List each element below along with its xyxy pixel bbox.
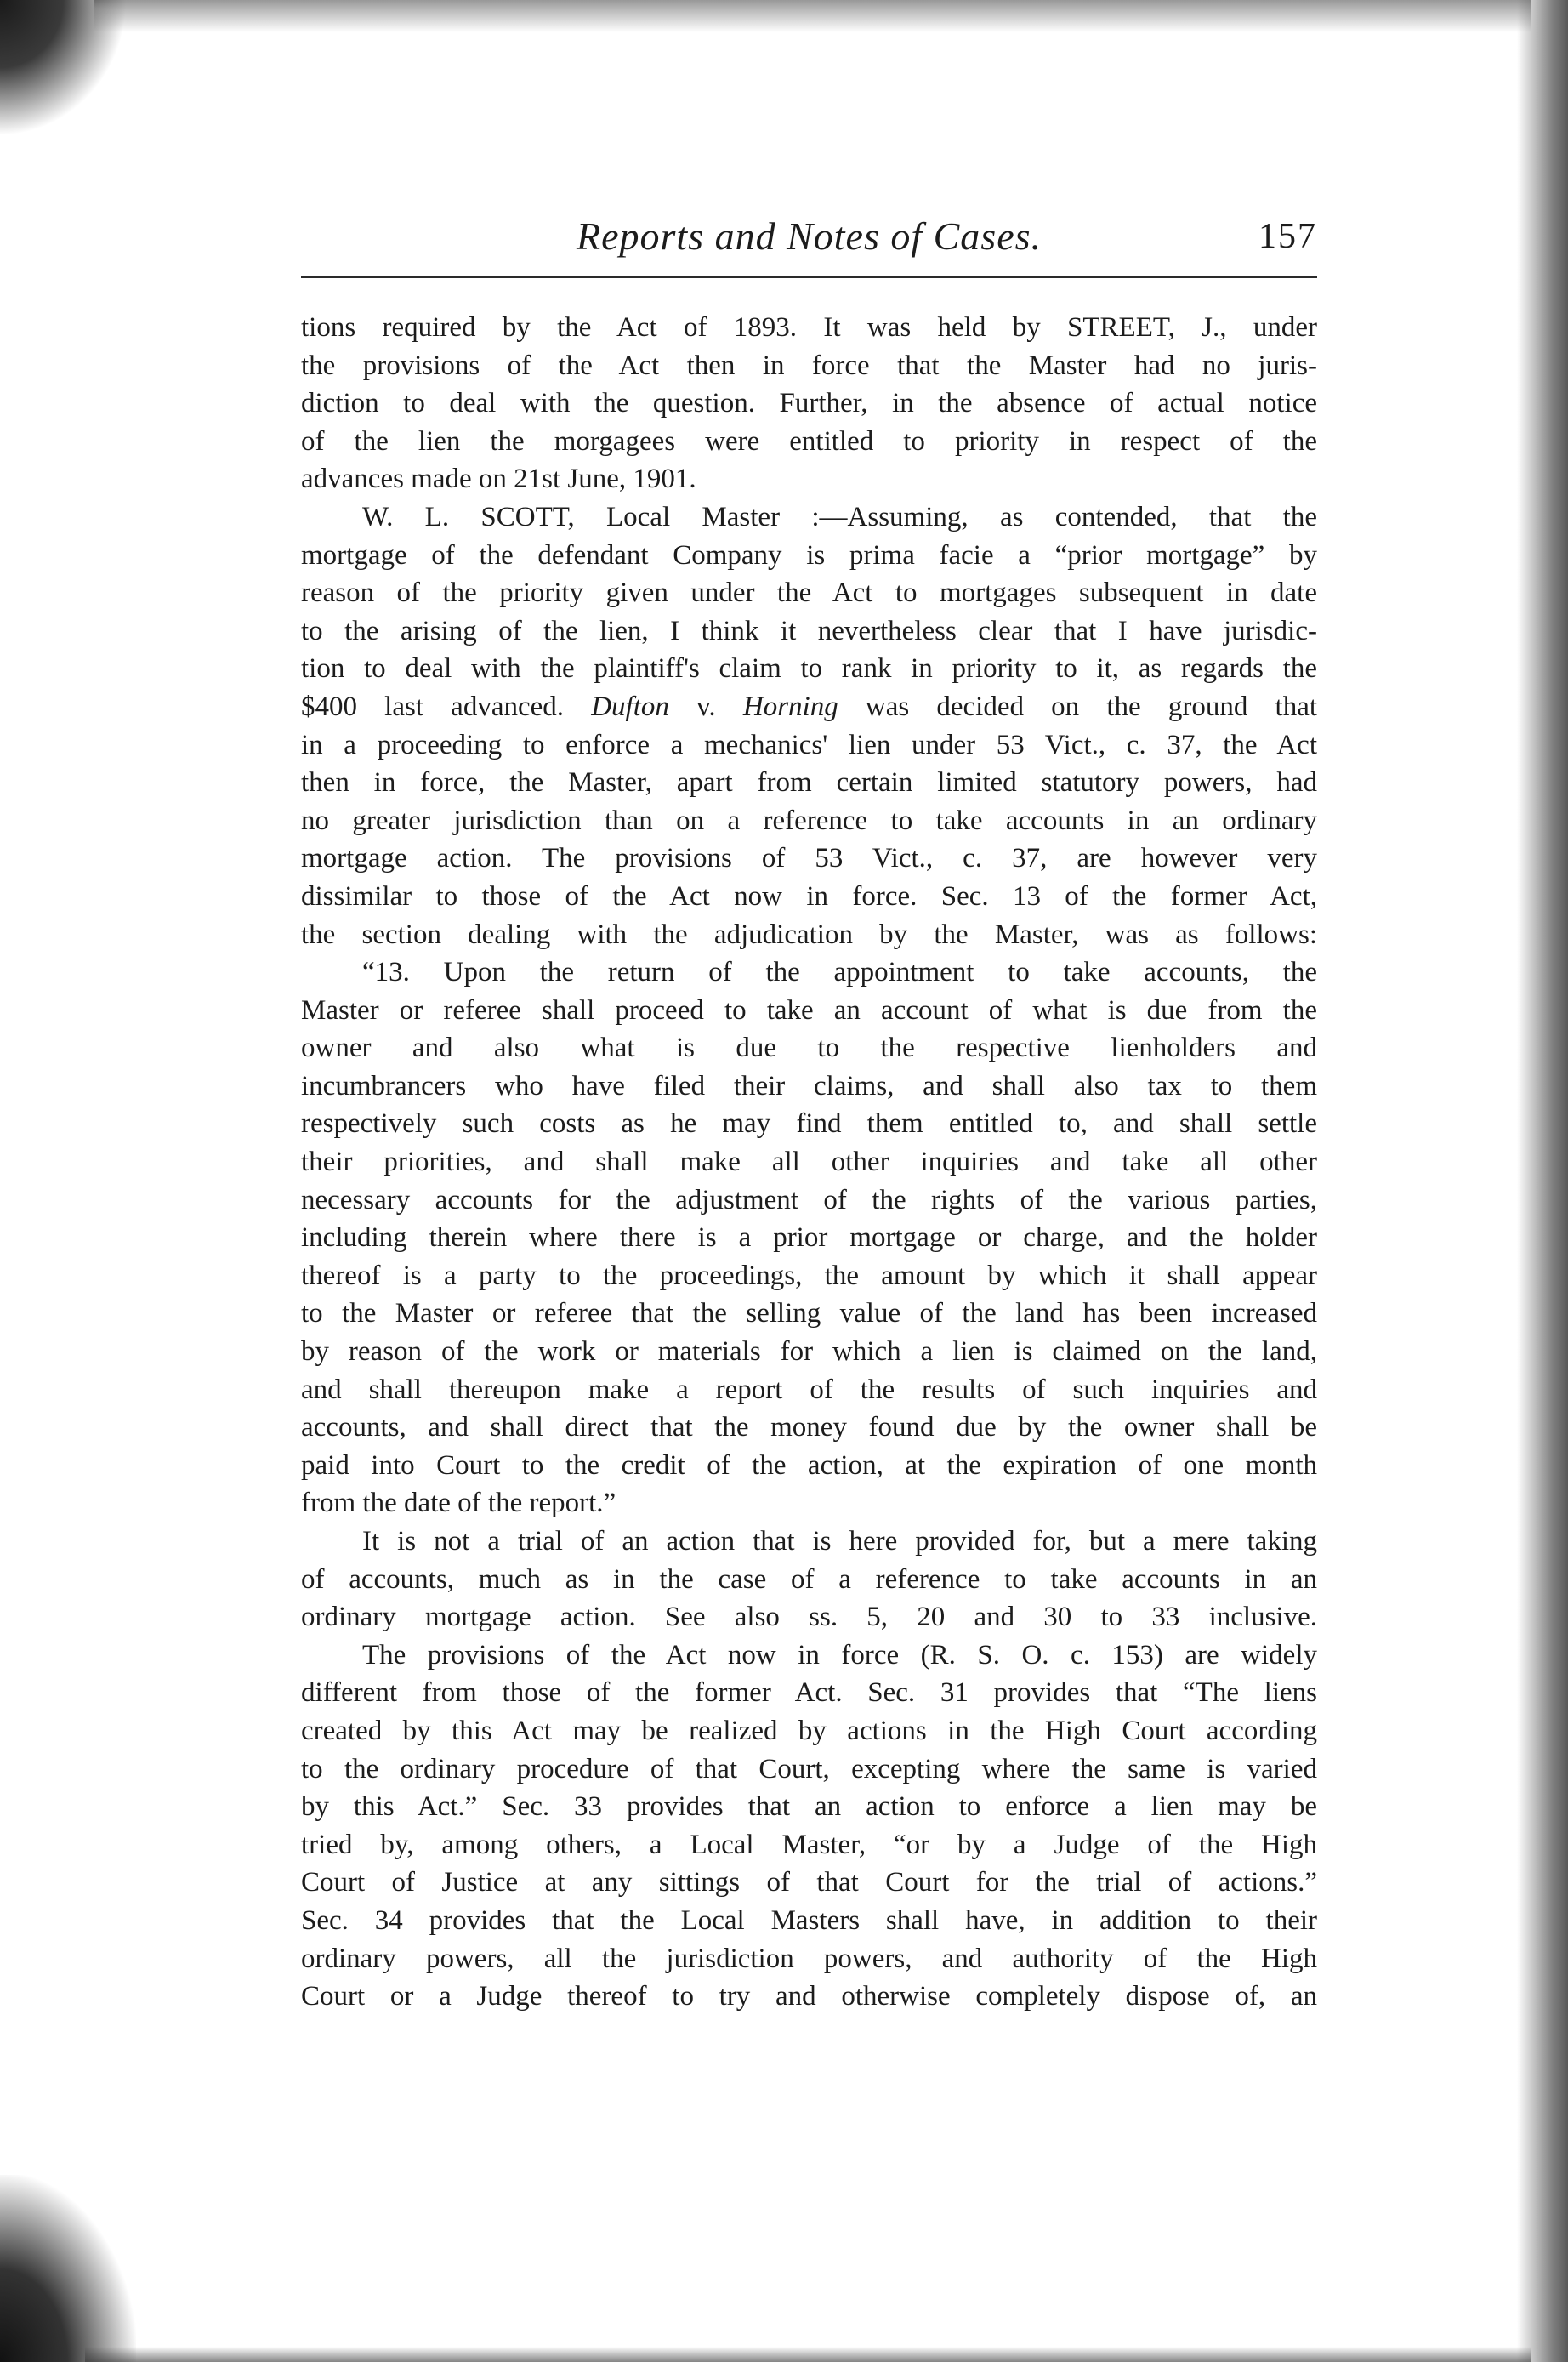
text-line: incumbrancers who have filed their claims, and shall also tax to them: [301, 1070, 1317, 1101]
text-line: their priorities, and shall make all other inquiries and take all other: [301, 1147, 1317, 1178]
scan-shadow-bottom: [85, 2347, 1531, 2362]
text-line: thereof is a party to the proceedings, the amount by which it shall appear: [301, 1260, 1317, 1291]
body-text: [301, 309, 1317, 2016]
text-line: The provisions of the Act now in force (R. S. O. c. 153) are widely: [362, 1639, 1317, 1670]
text-line: to the arising of the lien, I think it nevertheless clear that I have jurisdic-: [301, 615, 1317, 646]
text-line: respectively such costs as he may find them entitled to, and shall settle: [301, 1108, 1317, 1140]
scan-shadow-top: [94, 0, 1531, 32]
text-line: dissimilar to those of the Act now in force. Sec. 13 of the former Act,: [301, 880, 1317, 912]
text-line: Court or a Judge thereof to try and otherwise completely dispose of, an: [301, 1981, 1317, 2012]
text-line: and shall thereupon make a report of the results of such inquiries and: [301, 1374, 1317, 1405]
text-span: v.: [668, 691, 743, 722]
text-span: Local Master :—Assuming, as contended, that the: [574, 501, 1317, 532]
text-line: the section dealing with the adjudication by the Master, was as follows:: [301, 919, 1317, 950]
text-line: no greater jurisdiction than on a reference to take accounts in an ordinary: [301, 805, 1317, 836]
text-line: Court of Justice at any sittings of that Court for the trial of actions.”: [301, 1867, 1317, 1898]
text-line: [301, 498, 1317, 537]
text-line: of accounts, much as in the case of a reference to take accounts in an: [301, 1563, 1317, 1595]
text-line: different from those of the former Act. Sec. 31 provides that “The liens: [301, 1677, 1317, 1709]
text-line: then in force, the Master, apart from certain limited statutory powers, had: [301, 767, 1317, 799]
text-line: accounts, and shall direct that the money found due by the owner shall be: [301, 1412, 1317, 1443]
text-line: owner and also what is due to the respective lienholders and: [301, 1033, 1317, 1064]
header-rule: [301, 276, 1317, 278]
scan-shadow-bottom-left: [0, 2175, 136, 2362]
text-line: mortgage of the defendant Company is prima facie a “prior mortgage” by: [301, 539, 1317, 571]
text-span: $400 last advanced.: [301, 691, 592, 722]
text-span: was decided on the ground that: [838, 691, 1318, 722]
text-line: [301, 688, 1317, 726]
text-line: in a proceeding to enforce a mechanics' lien under 53 Vict., c. 37, the Act: [301, 729, 1317, 760]
text-line: to the ordinary procedure of that Court, excepting where the same is varied: [301, 1753, 1317, 1784]
judge-name: W. L. SCOTT,: [362, 501, 575, 532]
text-line: necessary accounts for the adjustment of the rights of the various parties,: [301, 1184, 1317, 1215]
text-line: Master or referee shall proceed to take an account of what is due from the: [301, 994, 1317, 1026]
text-line: to the Master or referee that the selling value of the land has been increased: [301, 1298, 1317, 1329]
text-line: including therein where there is a prior mortgage or charge, and the holder: [301, 1222, 1317, 1254]
text-line: ordinary mortgage action. See also ss. 5, 20 and 30 to 33 inclusive.: [301, 1602, 1317, 1633]
text-line: Sec. 34 provides that the Local Masters shall have, in addition to their: [301, 1904, 1317, 1936]
text-line: “13. Upon the return of the appointment to take accounts, the: [362, 957, 1317, 988]
text-line: tion to deal with the plaintiff's claim to rank in priority to it, as regards the: [301, 653, 1317, 685]
page-number: 157: [1258, 217, 1317, 256]
text-line: tions required by the Act of 1893. It was held by STREET, J., under: [301, 312, 1317, 343]
text-line: by this Act.” Sec. 33 provides that an action to enforce a lien may be: [301, 1791, 1317, 1823]
text-line: tried by, among others, a Local Master, “or by a Judge of the High: [301, 1829, 1317, 1860]
text-line: from the date of the report.”: [301, 1488, 616, 1519]
text-line: by reason of the work or materials for which a lien is claimed on the land,: [301, 1336, 1317, 1368]
case-name: Horning: [742, 691, 838, 722]
text-line: mortgage action. The provisions of 53 Vict., c. 37, are however very: [301, 843, 1317, 874]
text-line: reason of the priority given under the Act to mortgages subsequent in date: [301, 578, 1317, 609]
text-line: created by this Act may be realized by actions in the High Court according: [301, 1715, 1317, 1746]
text-line: ordinary powers, all the jurisdiction powers, and authority of the High: [301, 1943, 1317, 1974]
text-line: diction to deal with the question. Further, in the absence of actual notice: [301, 388, 1317, 419]
running-head-title: Reports and Notes of Cases.: [576, 214, 1042, 258]
text-line: It is not a trial of an action that is here provided for, but a mere taking: [362, 1526, 1317, 1557]
text-line: paid into Court to the credit of the action, at the expiration of one month: [301, 1449, 1317, 1481]
text-line: advances made on 21st June, 1901.: [301, 464, 696, 495]
text-line: of the lien the morgagees were entitled to priority in respect of the: [301, 425, 1317, 457]
running-head: [301, 202, 1317, 270]
scan-shadow-right: [1517, 0, 1568, 2362]
case-name: Dufton: [591, 691, 669, 722]
text-line: the provisions of the Act then in force that the Master had no juris-: [301, 350, 1317, 381]
